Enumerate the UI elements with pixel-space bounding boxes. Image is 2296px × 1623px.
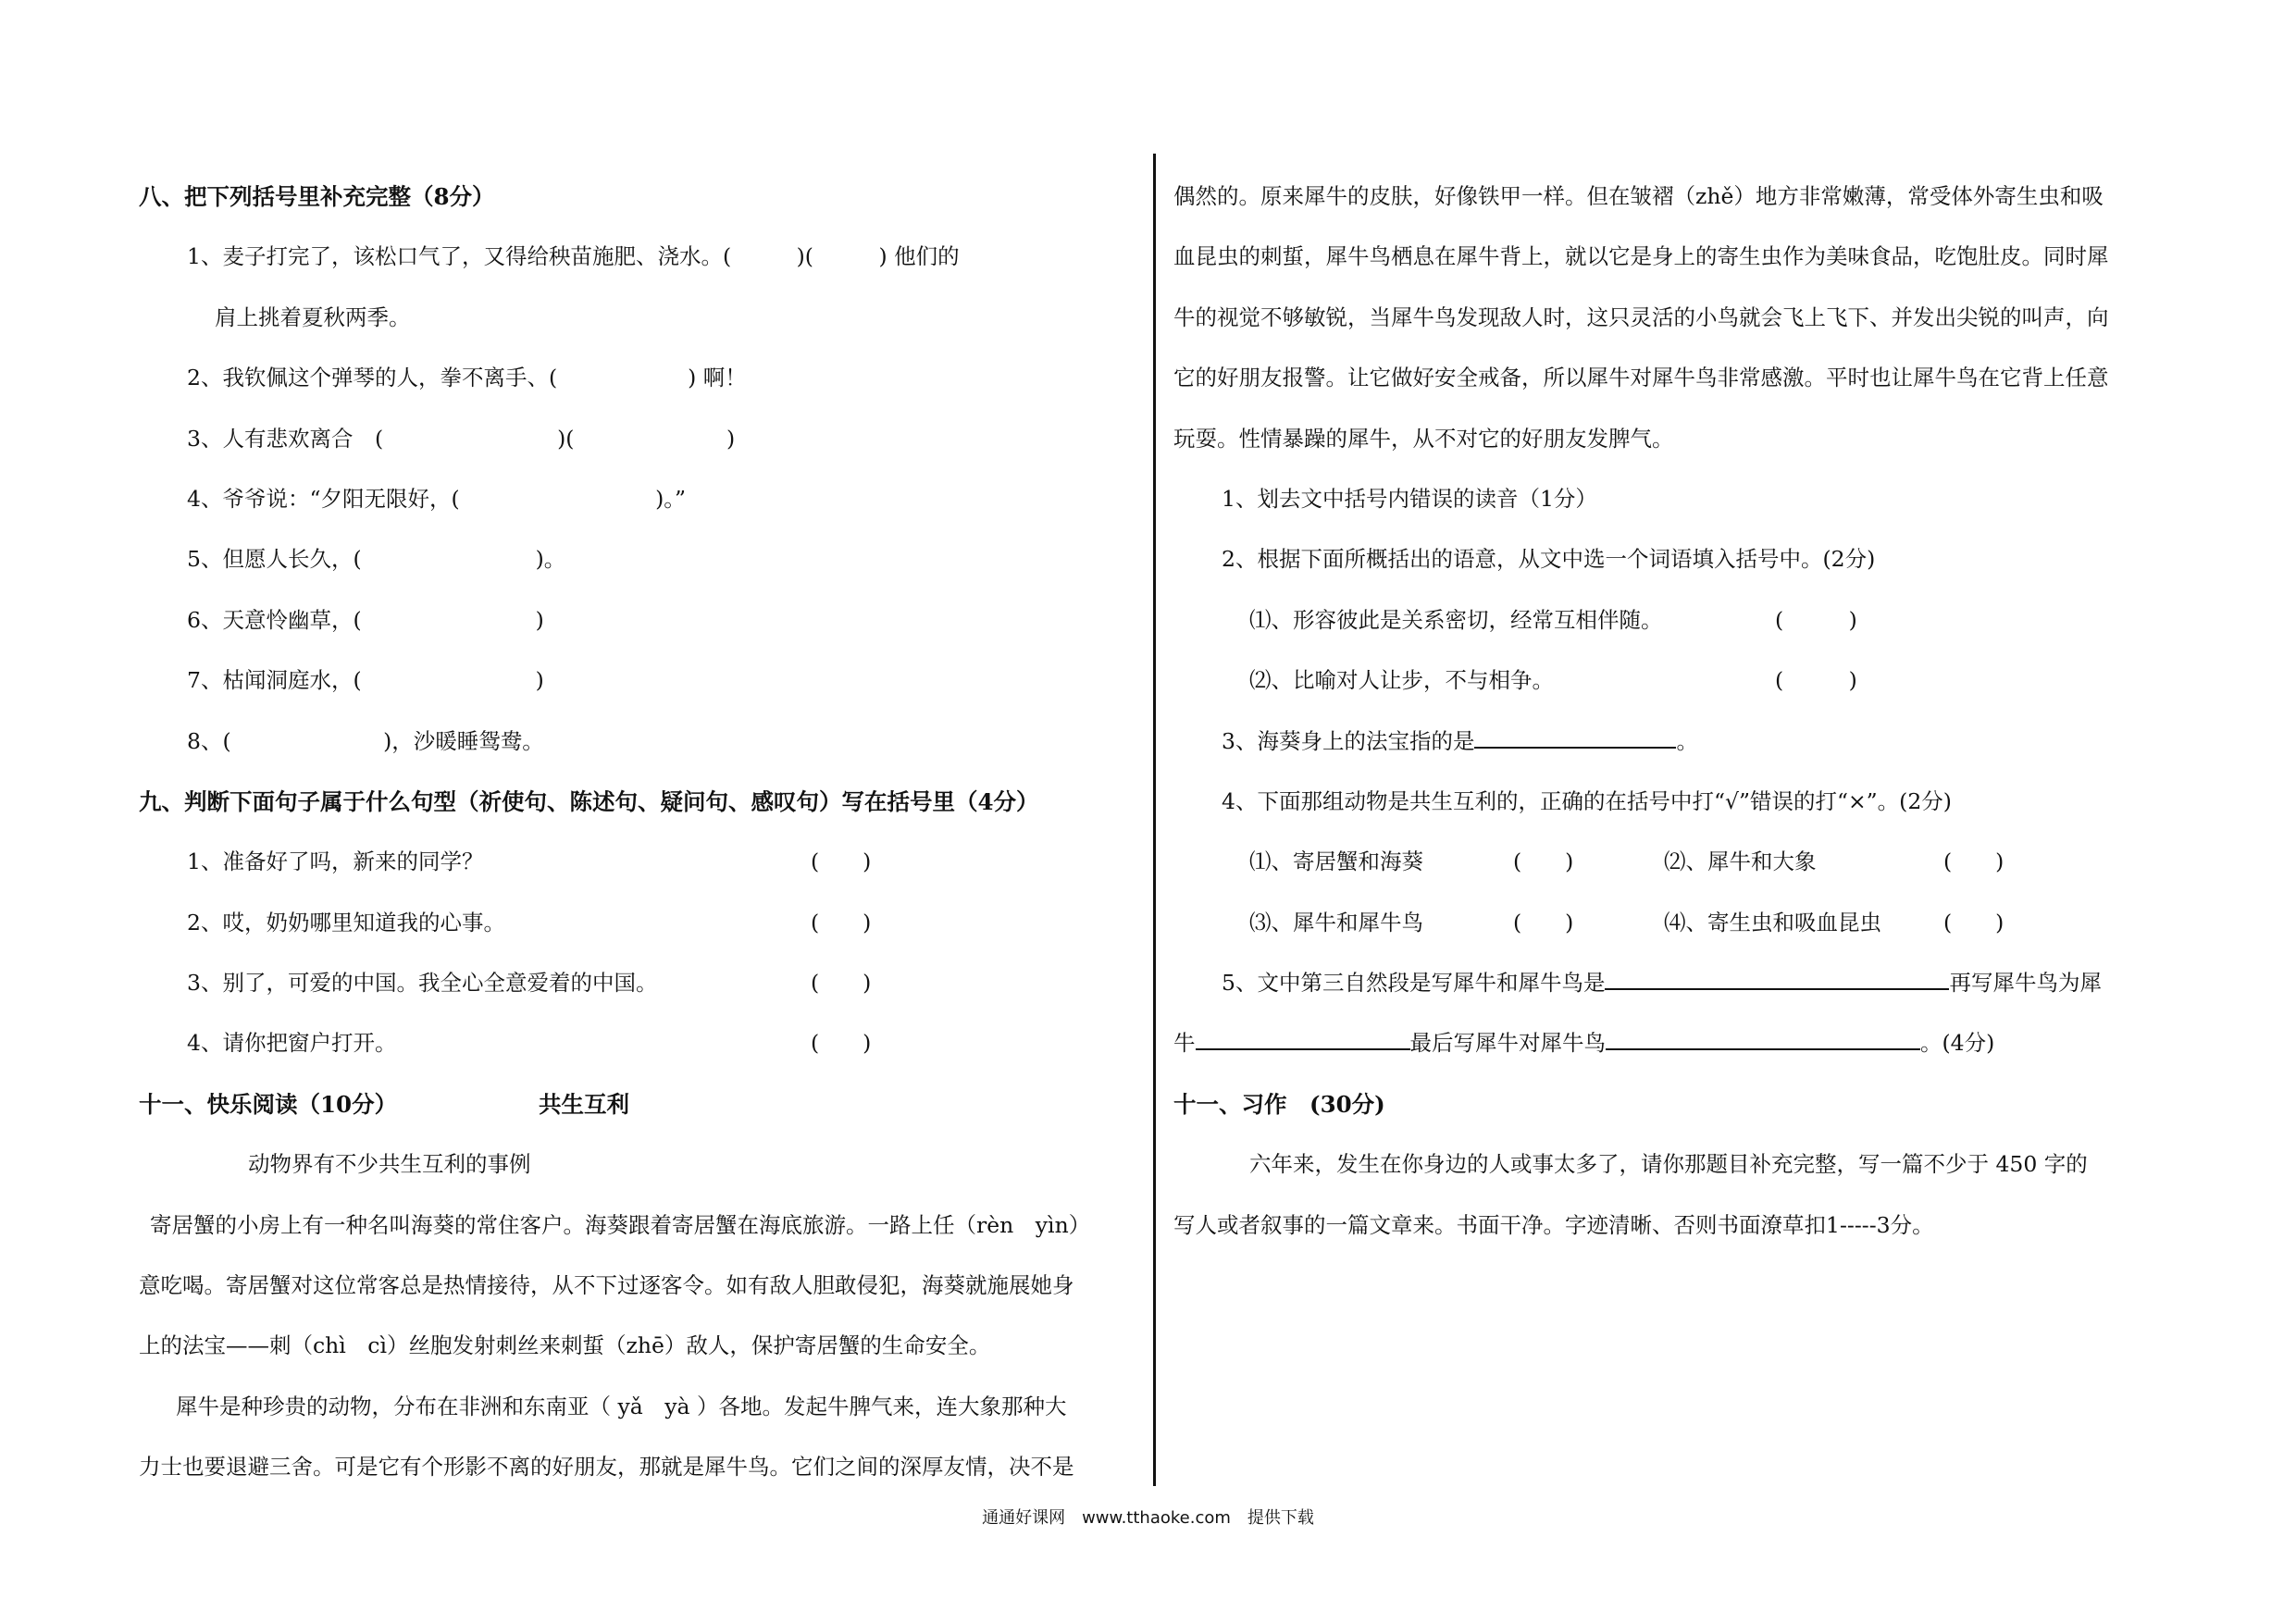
article-line-4: 犀牛是种珍贵的动物，分布在非洲和东南亚（ yǎ yà ）各地。发起牛脾气来，连大象那种大 [176, 1393, 1067, 1419]
s8-item-8: 8、( )，沙暖睡鸳鸯。 [187, 727, 544, 754]
answer-underline [1196, 1026, 1410, 1051]
question-2a [1173, 590, 2175, 650]
article-line-5: 力士也要退避三舍。可是它有个形影不离的好朋友，那就是犀牛鸟。它们之间的深厚友情，决不是 [139, 1454, 1074, 1481]
question-5-text-3: 牛 [1173, 1030, 1196, 1057]
answer-blank: ( ) [1775, 667, 1857, 694]
question-4-row-1 [1173, 832, 2175, 892]
page-footer: 通通好课网 www.tthaoke.com 提供下载 [982, 1508, 1314, 1528]
s9-item-4 [139, 1013, 1138, 1073]
q4-item: ⑴、寄居蟹和海葵 [1249, 849, 1423, 875]
question-5-text-4: 最后写犀牛对犀牛鸟 [1409, 1030, 1606, 1057]
question-4-row-2 [1173, 893, 2175, 953]
composition-line-2: 写人或者叙事的一篇文章来。书面干净。字迹清晰、否则书面潦草扣1-----3分。 [1173, 1211, 1934, 1238]
question-2b [1173, 650, 2175, 711]
left-column [139, 167, 1138, 1498]
s8-item-5: 5、但愿人长久，( )。 [187, 546, 566, 573]
question-3 [1173, 712, 2175, 772]
q4-item: ⑵、犀牛和大象 [1664, 849, 1817, 875]
s8-item-1: 1、麦子打完了，该松口气了，又得给秧苗施肥、浇水。( )( ) 他们的 [187, 243, 960, 270]
s9-item-text: 2、哎，奶奶哪里知道我的心事。 [187, 909, 505, 935]
question-5 [1173, 953, 2175, 1013]
passage-line-2: 血昆虫的刺蜇，犀牛鸟栖息在犀牛背上，就以它是身上的寄生虫作为美味食品，吃饱肚皮。同时犀 [1173, 243, 2109, 270]
section-8-heading: 八、把下列括号里补充完整（8分） [139, 183, 495, 210]
column-divider [1153, 154, 1156, 1486]
article-title: 共生互利 [539, 1090, 629, 1118]
s8-item-2: 2、我钦佩这个弹琴的人，拳不离手、( ) 啊！ [187, 365, 747, 391]
answer-blank: ( ) [1943, 849, 2004, 875]
s9-item-text: 4、请你把窗户打开。 [187, 1030, 397, 1057]
composition-line-1: 六年来，发生在你身边的人或事太多了，请你那题目补充完整，写一篇不少于 450 字的 [1249, 1151, 2088, 1178]
passage-line-5: 玩耍。性情暴躁的犀牛，从不对它的好朋友发脾气。 [1173, 425, 1674, 452]
answer-underline [1474, 724, 1676, 749]
answer-blank: ( ) [1513, 849, 1574, 875]
passage-line-1: 偶然的。原来犀牛的皮肤，好像铁甲一样。但在皱褶（zhě）地方非常嫩薄，常受体外寄生虫和吸 [1173, 183, 2104, 209]
q4-item: ⑷、寄生虫和吸血昆虫 [1664, 909, 1881, 935]
article-intro: 动物界有不少共生互利的事例 [248, 1151, 531, 1178]
s8-item-3: 3、人有悲欢离合 ( )( ) [187, 425, 736, 452]
s9-item-2 [139, 893, 1138, 953]
passage-line-4: 它的好朋友报警。让它做好安全戒备，所以犀牛对犀牛鸟非常感激。平时也让犀牛鸟在它背上任意 [1173, 365, 2109, 391]
q4-item: ⑶、犀牛和犀牛鸟 [1249, 909, 1423, 935]
article-line-3: 上的法宝——刺（chì cì）丝胞发射刺丝来刺蜇（zhē）敌人，保护寄居蟹的生命安全。 [139, 1332, 991, 1359]
s9-answer-blank: ( ) [811, 909, 872, 935]
question-5-text-2: 再写犀牛鸟为犀 [1949, 970, 2102, 997]
section-9-heading: 九、判断下面句子属于什么句型（祈使句、陈述句、疑问句、感叹句）写在括号里（4分） [139, 787, 1039, 815]
question-5-end: 。(4分) [1920, 1030, 1995, 1057]
question-1: 1、划去文中括号内错误的读音（1分） [1222, 485, 1597, 512]
question-2a-text: ⑴、形容彼此是关系密切，经常互相伴随。 [1249, 606, 1663, 633]
answer-blank: ( ) [1513, 909, 1574, 935]
s9-answer-blank: ( ) [811, 849, 872, 875]
section-11-heading: 十一、快乐阅读（10分） [139, 1090, 398, 1118]
answer-underline [1605, 965, 1949, 990]
answer-blank: ( ) [1943, 909, 2004, 935]
s9-item-3 [139, 953, 1138, 1013]
question-4: 4、下面那组动物是共生互利的，正确的在括号中打“√”错误的打“×”。(2分) [1222, 787, 1952, 814]
article-line-1: 寄居蟹的小房上有一种名叫海葵的常住客户。海葵跟着寄居蟹在海底旅游。一路上任（rèn yìn） [150, 1211, 1091, 1238]
s9-item-text: 1、准备好了吗，新来的同学？ [187, 849, 484, 875]
s9-answer-blank: ( ) [811, 1030, 872, 1057]
s9-item-text: 3、别了，可爱的中国。我全心全意爱着的中国。 [187, 970, 658, 997]
right-column [1173, 167, 2175, 1256]
question-2: 2、根据下面所概括出的语意，从文中选一个词语填入括号中。(2分) [1222, 546, 1876, 573]
answer-blank: ( ) [1775, 606, 1857, 633]
s8-item-6: 6、天意怜幽草，( ) [187, 606, 544, 633]
article-line-2: 意吃喝。寄居蟹对这位常客总是热情接待，从不下过逐客令。如有敌人胆敢侵犯，海葵就施展她身 [139, 1272, 1074, 1299]
section-12-heading: 十一、习作 (30分) [1173, 1090, 1385, 1118]
question-5-text: 5、文中第三自然段是写犀牛和犀牛鸟是 [1222, 970, 1606, 997]
s8-item-4: 4、爷爷说：“夕阳无限好，( )。” [187, 485, 687, 512]
s8-item-7: 7、枯闻洞庭水，( ) [187, 667, 544, 694]
s9-item-1 [139, 832, 1138, 892]
question-2b-text: ⑵、比喻对人让步，不与相争。 [1249, 667, 1554, 694]
question-5-cont [1173, 1013, 2175, 1073]
question-3-end: 。 [1676, 727, 1698, 754]
s9-answer-blank: ( ) [811, 970, 872, 997]
question-3-text: 3、海葵身上的法宝指的是 [1222, 727, 1475, 754]
section-11-heading-row [139, 1074, 1138, 1134]
passage-line-3: 牛的视觉不够敏锐，当犀牛鸟发现敌人时，这只灵活的小鸟就会飞上飞下、并发出尖锐的叫声，向 [1173, 304, 2109, 330]
s8-item-1-cont: 肩上挑着夏秋两季。 [215, 304, 411, 330]
answer-underline [1606, 1026, 1920, 1051]
